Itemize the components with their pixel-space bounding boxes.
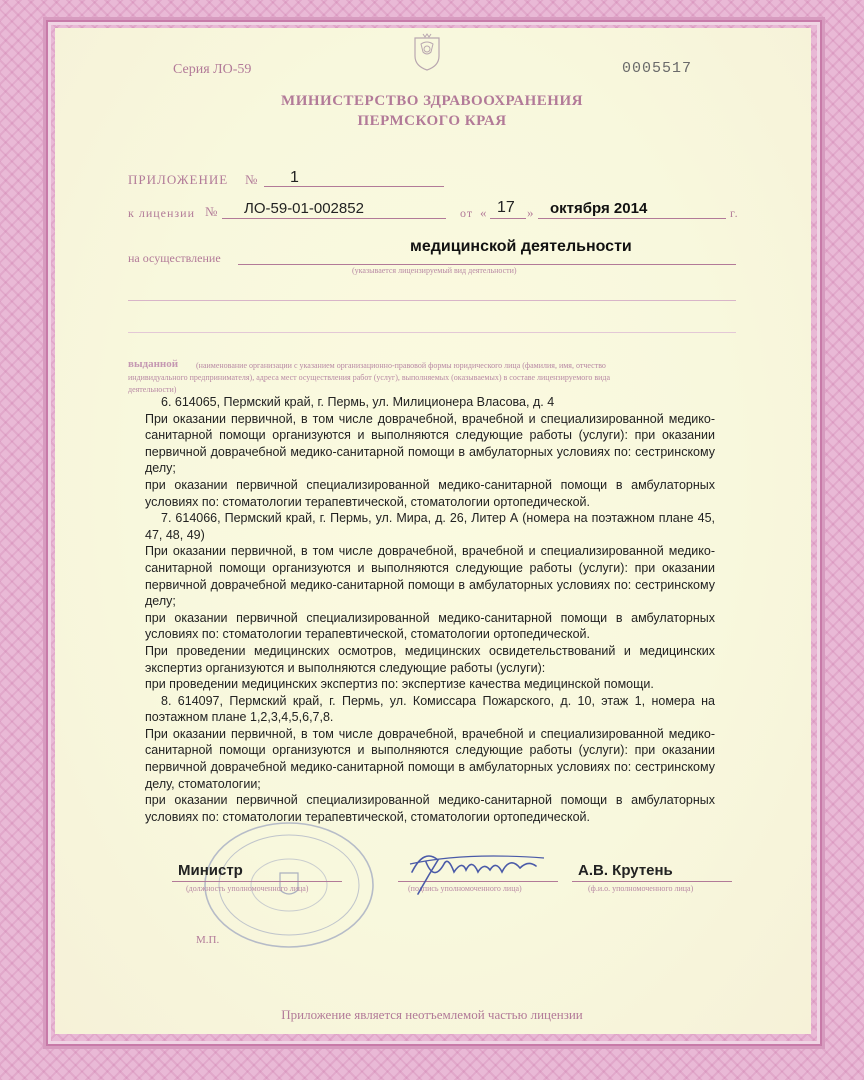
body-paragraph: при проведении медицинских экспертиз по: экспертизе качества медицинской помощи.: [145, 677, 654, 692]
signature-hint: (подпись уполномоченного лица): [408, 884, 522, 893]
footer-note: Приложение является неотъемлемой частью лицензии: [281, 1007, 583, 1022]
body-paragraph: При оказании первичной, в том числе доврачебной, врачебной и специализированной медико-санитарной помощи организуются и выполняются следующие работы (услуги): при оказании первичной доврачебной медико-санитарной помощи в амбулаторных условиях по: сестринскому делу;: [145, 411, 715, 476]
license-number-sign: №: [205, 204, 219, 219]
month-year-line: [538, 218, 726, 219]
number-sign: №: [245, 172, 259, 187]
body-paragraph: при оказании первичной специализированной медико-санитарной помощи в амбулаторных условиях по: стоматологии терапевтической, стоматологии ортопедической.: [145, 793, 715, 824]
issued-hint-2: индивидуального предпринимателя), адреса мест осуществления работ (услуг), выполняемых (оказываемых) в составе лицензируемого вида: [128, 373, 611, 382]
issued-hint-1: (наименование организации с указанием организационно-правовой формы юридического лица (фамилия, имя, отчество: [196, 361, 606, 370]
body-paragraph: при оказании первичной специализированной медико-санитарной помощи в амбулаторных условиях по: стоматологии терапевтической, стоматологии ортопедической.: [145, 477, 715, 509]
activity-hint: (указывается лицензируемый вид деятельности): [352, 266, 517, 275]
signatory-position: Министр: [178, 862, 243, 879]
series-label: Серия ЛО-59: [173, 62, 252, 77]
body-paragraph: 8. 614097, Пермский край, г. Пермь, ул. Комиссара Пожарского, д. 10, этаж 1, номера на поэтажном плане 1,2,3,4,5,6,7,8.: [145, 693, 715, 725]
ministry-title-line1: МИНИСТЕРСТВО ЗДРАВООХРАНЕНИЯ: [281, 93, 583, 109]
license-number: ЛО-59-01-002852: [244, 200, 364, 217]
appendix-label: ПРИЛОЖЕНИЕ: [128, 172, 229, 187]
license-day: 17: [497, 199, 515, 216]
position-line: [172, 881, 342, 882]
handwritten-signature: [404, 842, 552, 900]
position-hint: (должность уполномоченного лица): [186, 884, 309, 893]
license-month-year: октября 2014: [550, 200, 648, 217]
year-suffix: г.: [730, 206, 739, 220]
activity-line: [238, 264, 736, 265]
blank-line-2: [128, 332, 736, 333]
signatory-name: А.В. Крутень: [578, 862, 673, 879]
body-paragraph: При оказании первичной, в том числе доврачебной, врачебной и специализированной медико-санитарной помощи организуются и выполняются следующие работы (услуги): при оказании первичной доврачебной медико-санитарной помощи в амбулаторных условиях по: сестринскому делу, стоматологии;: [145, 726, 715, 791]
license-label: к лицензии: [128, 206, 195, 220]
body-paragraph: При оказании первичной, в том числе доврачебной, врачебной и специализированной медико-санитарной помощи организуются и выполняются следующие работы (услуги): при оказании первичной доврачебной медико-санитарной помощи в амбулаторных условиях по: сестринскому делу;: [145, 544, 715, 609]
issued-label: выданной: [128, 358, 179, 370]
document-number: 0005517: [622, 60, 693, 77]
body-paragraph: 7. 614066, Пермский край, г. Пермь, ул. Мира, д. 26, Литер А (номера на поэтажном плане 45, 47, 48, 49): [145, 511, 715, 542]
license-body-text: [145, 394, 715, 825]
name-line: [572, 881, 732, 882]
from-label: от: [460, 206, 474, 220]
quote-close: »: [527, 205, 534, 220]
body-paragraph: При проведении медицинских осмотров, медицинских освидетельствований и медицинских экспертиз организуются и выполняются следующие работы (услуги):: [145, 643, 715, 675]
license-number-line: [222, 218, 446, 219]
activity-value: медицинской деятельности: [410, 238, 632, 255]
appendix-number: 1: [290, 169, 299, 186]
quote-open: «: [480, 205, 487, 220]
issued-hint-3: деятельности): [128, 385, 177, 394]
ministry-title-line2: ПЕРМСКОГО КРАЯ: [357, 113, 507, 129]
coat-of-arms-emblem: [412, 32, 442, 72]
activity-label: на осуществление: [128, 251, 221, 265]
seal-place-label: М.П.: [196, 934, 220, 946]
body-paragraph: 6. 614065, Пермский край, г. Пермь, ул. Милиционера Власова, д. 4: [161, 395, 555, 409]
blank-line-1: [128, 300, 736, 301]
day-line: [490, 218, 526, 219]
name-hint: (ф.и.о. уполномоченного лица): [588, 884, 694, 893]
body-paragraph: при оказании первичной специализированной медико-санитарной помощи в амбулаторных условиях по: стоматологии терапевтической, стоматологии ортопедической.: [145, 610, 715, 642]
